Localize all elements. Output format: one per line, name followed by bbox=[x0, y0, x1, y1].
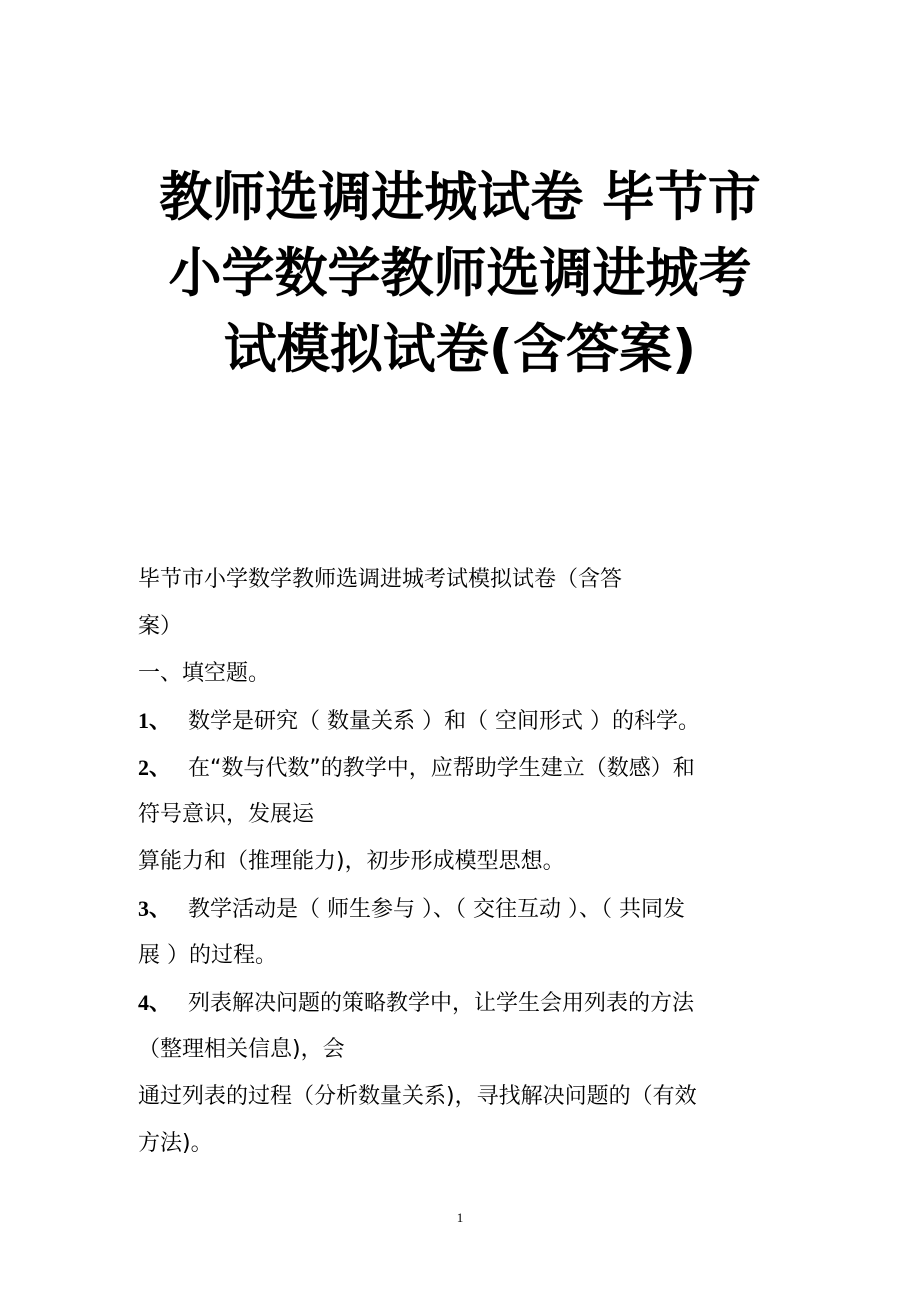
question-text: 教学活动是（ 师生参与 ）、（ 交往互动 ）、（ 共同发 bbox=[188, 897, 685, 922]
question-4 bbox=[138, 979, 788, 1167]
question-text-continued: （整理相关信息)，会 bbox=[138, 1037, 345, 1062]
question-text: 列表解决问题的策略教学中，让学生会用列表的方法 bbox=[188, 991, 695, 1016]
question-number: 2、 bbox=[138, 755, 172, 780]
question-text: 数学是研究（ 数量关系 ）和（ 空间形式 ）的科学。 bbox=[188, 709, 700, 734]
section-heading: 一、填空题。 bbox=[138, 661, 271, 686]
question-text-continued: 通过列表的过程（分析数量关系)，寻找解决问题的（有效 bbox=[138, 1084, 697, 1109]
document-body bbox=[138, 556, 788, 1167]
title-line-1: 教师选调进城试卷 毕节市 bbox=[159, 167, 761, 228]
question-text-continued: 算能力和（推理能力)，初步形成模型思想。 bbox=[138, 849, 565, 874]
document-title bbox=[60, 160, 860, 388]
title-line-2: 小学数学教师选调进城考 bbox=[168, 243, 752, 304]
question-2 bbox=[138, 744, 788, 885]
question-text-continued: 方法)。 bbox=[138, 1131, 213, 1156]
question-number: 3、 bbox=[138, 896, 172, 921]
title-line-3: 试模拟试卷(含答案) bbox=[223, 319, 697, 380]
question-line bbox=[138, 697, 788, 744]
question-3 bbox=[138, 885, 788, 979]
question-1 bbox=[138, 697, 788, 744]
page-number: 1 bbox=[456, 1210, 464, 1225]
question-text: 在“数与代数”的教学中，应帮助学生建立（数感）和 bbox=[188, 756, 695, 781]
question-text-continued: 展 ）的过程。 bbox=[138, 943, 277, 968]
question-text-continued: 符号意识，发展运 bbox=[138, 802, 315, 827]
question-line bbox=[138, 885, 788, 932]
question-number: 1、 bbox=[138, 708, 172, 733]
question-line bbox=[138, 744, 788, 791]
subtitle-line-1: 毕节市小学数学教师选调进城考试模拟试卷（含答 bbox=[138, 567, 623, 592]
question-line bbox=[138, 979, 788, 1026]
subtitle-line-2: 案） bbox=[138, 614, 183, 639]
question-number: 4、 bbox=[138, 990, 172, 1015]
